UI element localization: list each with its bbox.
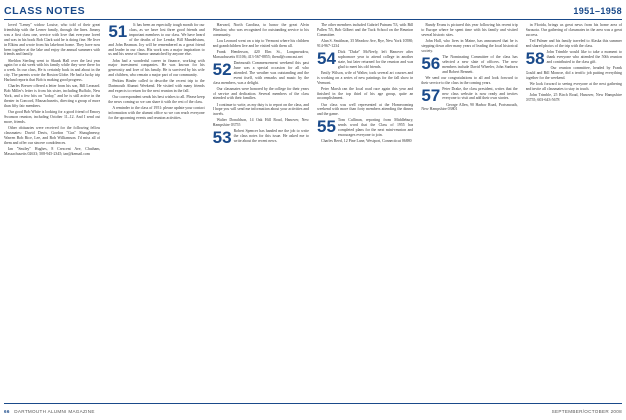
note-text: Perkins Binder called to describe the recent trip to the Dartmouth Alumni Weekend. He visited with many friends and expects to return for the next reunion in the fall.: [108, 79, 205, 94]
header-rule: [4, 19, 622, 20]
note-text: Our correspondent sends his best wishes to all. Please keep the news coming so we can share it with the rest of the class.: [108, 95, 205, 105]
note-paragraph: [526, 82, 622, 92]
note-paragraph: [108, 79, 204, 94]
column-6: [526, 23, 622, 400]
note-text: Sheldon Sterling went to Skunk Hall over the last year again for a ski week with his family while they were there for a week. In our class, He is certainly back in and about in the city. The parents wrote the Boston Globe. He had a lucky trip Harland reports that Bob is making good progress.: [4, 58, 101, 83]
note-text: Emily Wilson, wife of Walter, took several art courses and is working on a series of new paintings for the fall show in Vermont.: [316, 70, 414, 85]
column-1: [4, 23, 100, 400]
note-text: Ian "Smiley" Hughes, 8 Crescent Ave, Chatham, Massachusetts 02633; 508-945-2345; ian@kemail.com: [4, 146, 101, 156]
note-paragraph: [108, 106, 204, 121]
note-paragraph: [213, 39, 309, 49]
note-text: Dartmouth Commencement weekend this past June was a special occasion for all who attended. The weather was outstanding and the event itself, with remarks and music by the class members, was a delight.: [212, 60, 309, 85]
note-text: loved "Lenny" widow Louise, who told of their great friendship with the Lerner family, through the lines. Jimmy was a first class one, service with love that everyone loved and was in his book Bob Clark said he is doing fine. He lives in Elkins and wrote from his lakefront home. They have now been together at the lake and enjoy the annual summers with friends and family.: [4, 23, 101, 57]
note-paragraph: [317, 103, 413, 118]
page-number: 66: [4, 408, 10, 414]
note-paragraph: [4, 59, 100, 84]
note-paragraph: [317, 39, 413, 49]
section-title: CLASS NOTES: [4, 5, 86, 17]
note-text: Charles Reed, 12 Pine Lane, Westport, Connecticut 06880: [320, 139, 412, 144]
note-paragraph: [317, 139, 413, 144]
note-paragraph: [526, 39, 622, 49]
note-paragraph: [317, 50, 413, 70]
note-paragraph: [421, 85, 518, 105]
class-year-number: 52: [212, 59, 232, 79]
note-paragraph: [526, 23, 622, 38]
note-text: Alan S. Smithson, 35 Meadow Ave, Rye, New York 10580; 914-967-1234: [316, 38, 414, 48]
note-text: Peter Drake, the class president, writes that the new class website is now ready and invites everyone to visit and add their own stories.: [442, 86, 518, 101]
class-year-number: 56: [421, 53, 441, 73]
class-year-number: 51: [108, 23, 128, 41]
publication-name: DARTMOUTH ALUMNI MAGAZINE: [14, 408, 95, 414]
note-paragraph: [213, 103, 309, 118]
note-text: John Trimble, 25 Birch Road, Hanover, New Hampshire 03755; 603-643-5678: [525, 92, 622, 102]
note-text: The other members included Gabriel Putnam '53, with Bill Pallen '55, Bob Gilbert and the Tuck School on the Reunion Committee.: [316, 23, 414, 37]
note-paragraph: [213, 61, 309, 86]
column-2: [108, 23, 204, 400]
note-paragraph: [421, 23, 517, 38]
class-year-number: 55: [316, 117, 336, 137]
note-paragraph: [421, 39, 517, 54]
note-paragraph: [213, 50, 309, 60]
note-paragraph: [213, 118, 309, 128]
note-paragraph: [4, 126, 100, 146]
note-text: Our good Bob White is looking for a good friend of Emory Swanson reunion, including October 11–12. And I send out more, friends.: [4, 109, 101, 124]
note-text: Frank Henderson, 420 Elm St., Longmeadow, Massachusetts 01106; 413-567-8855; fhend@comcast.net: [212, 49, 309, 59]
note-text: Our class was well represented at the Homecoming weekend with more than forty members attending the dinner and the game.: [316, 102, 414, 117]
year-range: 1951–1958: [573, 6, 622, 16]
note-text: in Florida, brings us great news from his home area of Sarasota. Our gathering of classmates in the area was a great success.: [525, 23, 622, 37]
note-text: John had a wonderful career in finance, working with major investment companies. He was known for his generosity and love of his family. He is survived by his wife and children, who remain a major part of our community.: [108, 58, 205, 78]
note-paragraph: [526, 66, 622, 81]
page-footer: [4, 406, 622, 416]
note-paragraph: [4, 147, 100, 157]
note-paragraph: [108, 95, 204, 105]
note-paragraph: [317, 87, 413, 102]
note-text: George Allen, 90 Harbor Road, Portsmouth, New Hampshire 03801: [421, 102, 518, 112]
note-text: It has been an especially tough month for our class, as we have lost three good friends and important members to our class. We have heard of the deaths of Joe Lemke, Bill Mandelstam, and John Beaman. Joy will be remembered as a great friend and leader in our class. His work was a major inspiration to us and his sense of humor unmatched by anyone else.: [108, 23, 205, 57]
note-paragraph: [4, 110, 100, 125]
class-year-number: 54: [316, 48, 336, 68]
footer-rule: [4, 403, 622, 404]
page-header: [4, 3, 622, 19]
note-text: Ted Palmer and his family traveled to Alaska this summer and shared photos of the trip with the class.: [525, 38, 622, 48]
column-5: [421, 23, 517, 400]
column-4: [317, 23, 413, 400]
note-text: Lou Leonard went on a trip to Vermont where his children and grandchildren live and he visited with them all.: [212, 38, 309, 48]
note-text: Charles Brewer offered a letter from his son, Bill Leonard. Bob Miller's letter is from his sister, including Buffalo, New York, and a few bits on "today," and he is still active in the theater in Concord, Massachusetts, directing a group of more than fifty fair members.: [4, 84, 101, 108]
note-text: Peter Marsh ran the local road race again this year and finished in the top third of his age group, quite an accomplishment.: [316, 86, 414, 101]
note-text: John Trimble would like to take a moment to thank everyone who attended the 50th reunion and contributed to the class gift.: [546, 49, 622, 64]
class-year-number: 57: [421, 85, 441, 105]
note-paragraph: [526, 93, 622, 103]
note-text: Tom Cullinan, reporting from Middlebury, sends word that the Class of 1955 has completed plans for the next mini-reunion and encourages everyone to join.: [337, 118, 414, 138]
column-3: [213, 23, 309, 400]
note-paragraph: [4, 84, 100, 109]
note-text: Robert Spencer has handed me the job to write the class notes for this issue. He asked me to write about the recent news.: [233, 129, 309, 144]
note-text: John Hall, who lives in Maine, has announced that he is stepping down after many years of leading the local historical society.: [421, 38, 518, 53]
note-paragraph: [212, 128, 309, 148]
note-paragraph: [213, 23, 309, 38]
note-paragraph: [108, 59, 204, 79]
note-paragraph: [317, 23, 413, 38]
note-text: Randy Evans is pictured this year following his recent trip to Europe where he spent time with his family and visited several historic sites.: [421, 23, 518, 37]
note-paragraph: [421, 76, 517, 86]
footer-left: [4, 409, 95, 414]
note-paragraph: [317, 71, 413, 86]
note-text: We look forward to seeing everyone at the next gathering and invite all classmates to stay in touch.: [525, 81, 622, 91]
issue-date: SEPTEMBER/OCTOBER 2008: [551, 408, 622, 414]
note-paragraph: [421, 55, 517, 75]
class-year-number: 58: [525, 48, 545, 68]
note-paragraph: [4, 23, 100, 57]
note-text: Our classmates were honored by the college for their years of service and dedication. Several members of the class attended with their families.: [212, 86, 309, 101]
text-columns: [4, 23, 622, 400]
note-text: Our reunion committee, headed by Frank Gould and Bill Monroe, did a terrific job putting everything together for the weekend.: [525, 65, 622, 80]
note-text: A reminder to the class of 1951: please update your contact information with the alumni office so we can reach everyone for the upcoming events and reunion activities.: [108, 106, 205, 121]
note-text: Dick "Duke" McNeely, left Hanover after sophomore year to attend college in another state, but later returned for the reunion and was glad to meet his old friends.: [337, 49, 414, 69]
note-text: Walter Donaldson, 14 Oak Hill Road, Hanover, New Hampshire 03755: [212, 118, 309, 128]
note-text: The Nominating Committee of the class has selected a new slate of officers. The new members include David Wheeler, John Sanborn and Robert Bennett.: [442, 54, 518, 74]
note-paragraph: [213, 87, 309, 102]
note-paragraph: [525, 48, 622, 68]
note-text: Harvard, North Carolina, to honor the great Alvin Winslow, who was recognized for outstanding service to his community.: [212, 23, 309, 37]
note-paragraph: [317, 118, 413, 138]
note-text: I continue to write, as my duty is to report on the class, and I hope you will send me information about your activities and travels.: [212, 102, 309, 117]
note-text: Other obituaries were received for the following fellow classmates: David Davis, Gordon "Gus" Shaughnessy, Warren Bob Rice, Lee, and Bob Williamson. I'd miss all of them and offer our sincere condolences.: [4, 125, 101, 145]
note-text: We send our congratulations to all and look forward to their service to the class in the coming years.: [421, 75, 518, 85]
class-year-number: 53: [212, 128, 232, 148]
